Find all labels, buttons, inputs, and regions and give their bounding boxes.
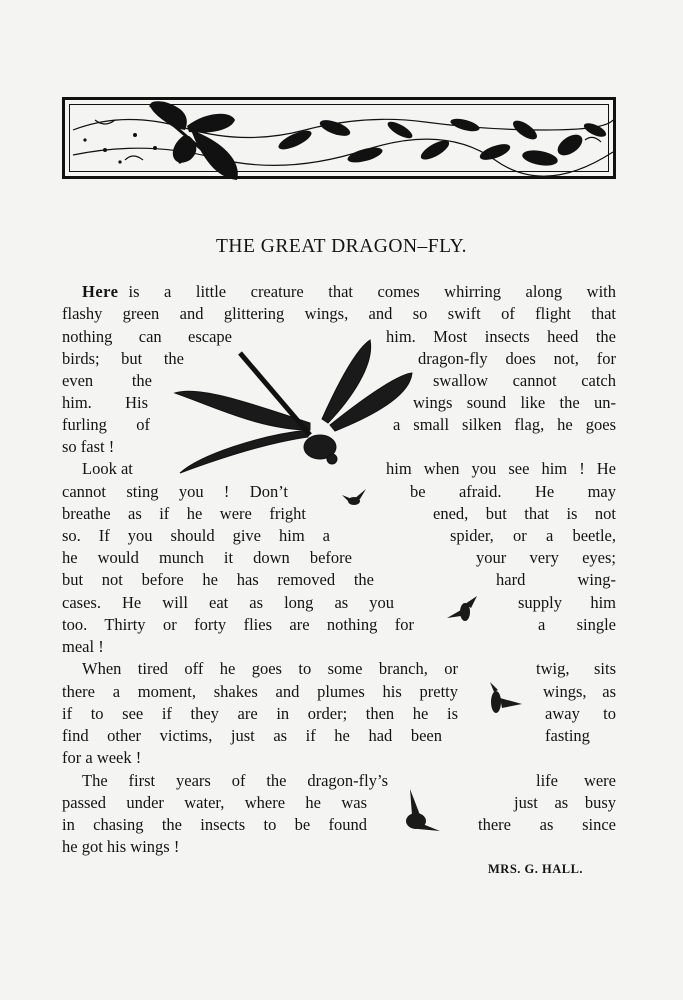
- vine-dragonfly-illustration: [65, 100, 619, 182]
- beetle-icon: [398, 785, 442, 835]
- bee-icon: [445, 592, 481, 628]
- p1-line1-text: is a little creature that comes whirring along with: [128, 282, 616, 301]
- p3-line1-right: twig, sits: [536, 659, 616, 678]
- p4-line1-right: life were: [536, 771, 616, 790]
- page-title: THE GREAT DRAGON–FLY.: [215, 236, 468, 257]
- p4-line1-left: The first years of the dragon-fly’s: [82, 771, 388, 790]
- p1-line3-right: him. Most insects heed the: [386, 327, 616, 346]
- p3-line4-left: find other victims, just as if he had been: [62, 726, 442, 745]
- p3-line4-right: fasting: [545, 726, 590, 745]
- p2-line5-left: he would munch it down before: [62, 548, 352, 567]
- p3-line1-left: When tired off he goes to some branch, or: [82, 659, 458, 678]
- p4-line3-left: in chasing the insects to be found: [62, 815, 367, 834]
- p4-line4: he got his wings !: [62, 837, 180, 856]
- p2-line4-left: so. If you should give him a: [62, 526, 330, 545]
- p1-line5-right: swallow cannot catch: [433, 371, 616, 390]
- p3-line3-left: if to see if they are in order; then he is: [62, 704, 458, 723]
- p2-line5-right: your very eyes;: [476, 548, 616, 567]
- p3-line2-left: there a moment, shakes and plumes his pretty: [62, 682, 458, 701]
- banner-dragonfly: [150, 101, 238, 180]
- fly-icon: [338, 487, 370, 513]
- p2-line3-left: breathe as if he were fright: [62, 504, 306, 523]
- p1-line3-left: nothing can escape: [62, 327, 232, 346]
- p2-line6-left: but not before he has removed the: [62, 570, 374, 589]
- p1-first-word: Here: [82, 282, 119, 301]
- p1-line4-right: dragon-fly does not, for: [418, 349, 616, 368]
- p2-line9: meal !: [62, 637, 104, 656]
- p1-line4-left: birds; but the: [62, 349, 184, 368]
- p1-line6-left: him. His: [62, 393, 148, 412]
- dragonfly-illustration: [170, 335, 420, 480]
- p2-line1-right: him when you see him ! He: [386, 459, 616, 478]
- p1-line2: flashy green and glittering wings, and so swift of flight that: [62, 304, 616, 323]
- p1-line1: [82, 282, 616, 302]
- decorative-banner: [62, 97, 616, 179]
- p1-line5-left: even the: [62, 371, 152, 390]
- p2-line2-right: be afraid. He may: [410, 482, 616, 501]
- p2-line7-left: cases. He will eat as long as you: [62, 593, 394, 612]
- p2-line8-left: too. Thirty or forty flies are nothing for: [62, 615, 414, 634]
- p2-line3-right: ened, but that is not: [433, 504, 616, 523]
- p2-line1-left: Look at: [82, 459, 133, 478]
- moth-icon: [482, 680, 524, 722]
- author-signature: MRS. G. HALL.: [488, 862, 584, 876]
- p3-line3-right: away to: [545, 704, 616, 723]
- p2-line4-right: spider, or a beetle,: [450, 526, 616, 545]
- p2-line8-right: a single: [538, 615, 616, 634]
- p4-line2-left: passed under water, where he was: [62, 793, 367, 812]
- p2-line6-right: hard wing-: [496, 570, 616, 589]
- p4-line2-right: just as busy: [514, 793, 616, 812]
- p1-line7-left: furling of: [62, 415, 150, 434]
- p3-line2-right: wings, as: [543, 682, 616, 701]
- p3-line5: for a week !: [62, 748, 142, 767]
- p4-line3-right: there as since: [478, 815, 616, 834]
- p1-line6-right: wings sound like the un-: [413, 393, 616, 412]
- p1-line7-right: a small silken flag, he goes: [393, 415, 616, 434]
- p2-line2-left: cannot sting you ! Don’t: [62, 482, 288, 501]
- p2-line7-right: supply him: [518, 593, 616, 612]
- p1-line8: so fast !: [62, 437, 115, 456]
